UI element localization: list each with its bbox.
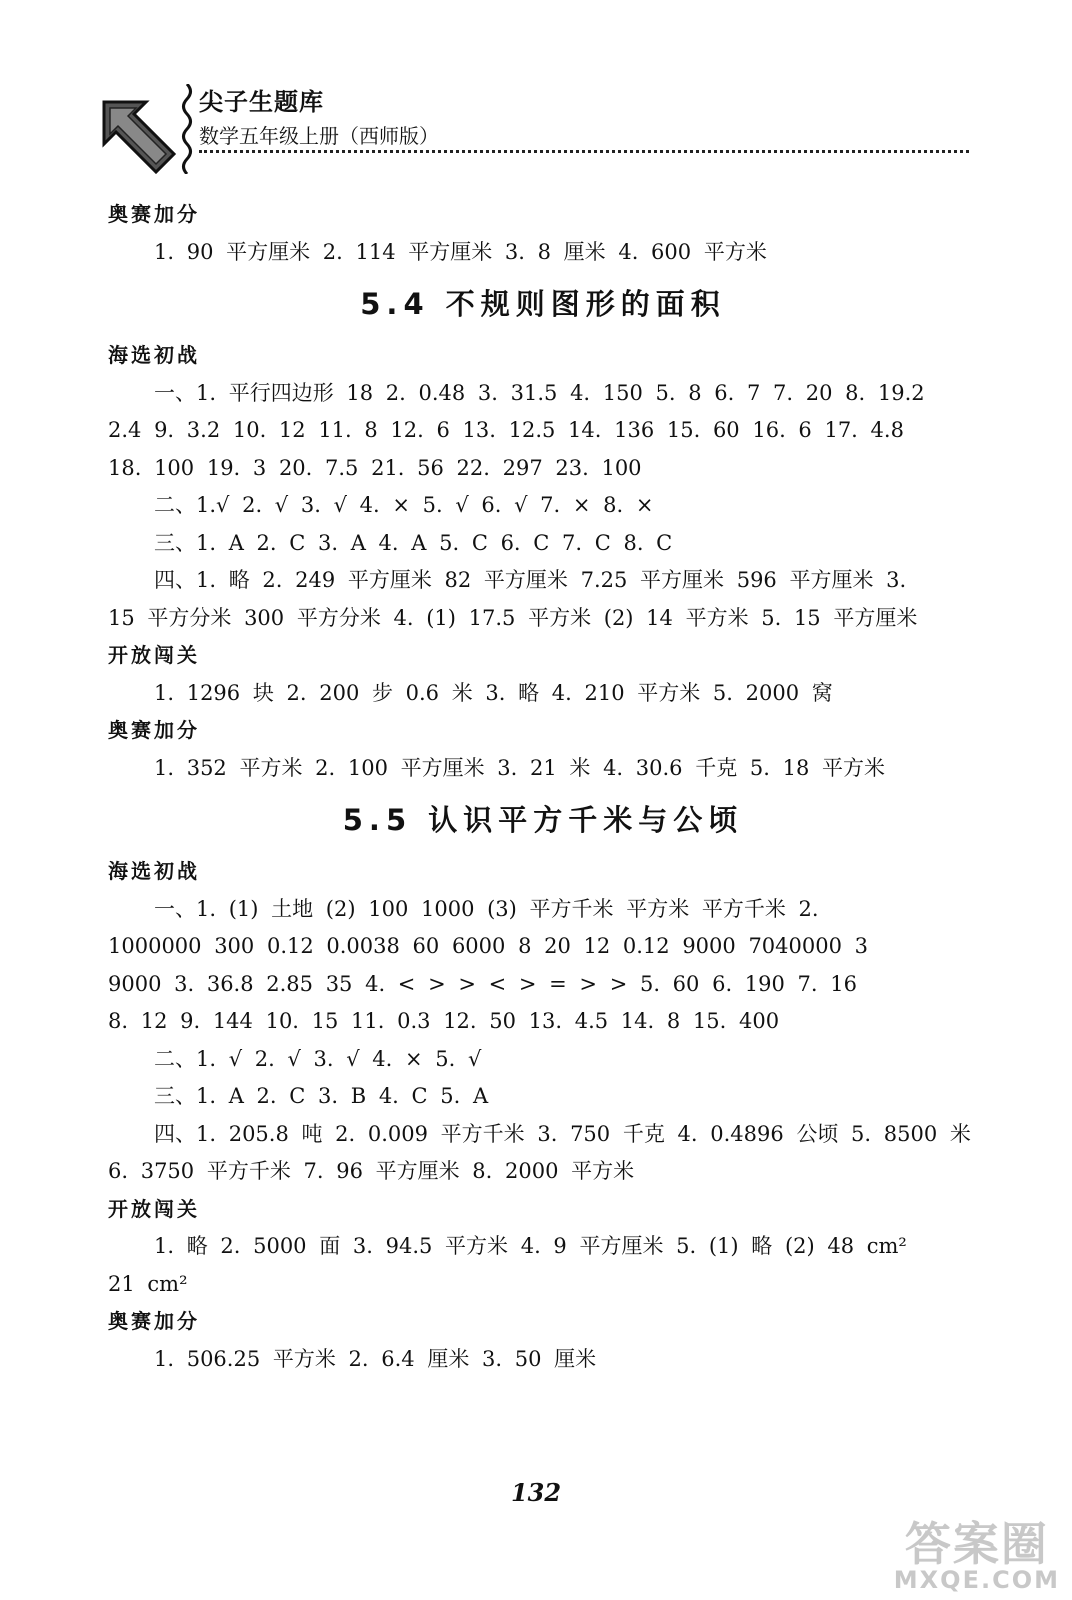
- answer-item: 1. 506.25 平方米 2. 6.4 厘米 3. 50 厘米: [154, 1346, 597, 1371]
- page-number: 132: [510, 1478, 562, 1507]
- section-title: 5.5 认识平方千米与公顷: [342, 803, 744, 837]
- answer-content: [108, 196, 978, 1378]
- answer-continuation: 6. 3750 平方千米 7. 96 平方厘米 8. 2000 平方米: [108, 1159, 635, 1183]
- answer-item: 二、1. √ 2. √ 3. √ 4. × 5. √: [154, 1046, 482, 1071]
- page-header: [100, 78, 980, 188]
- answer-continuation: 9000 3. 36.8 2.85 35 4. < > > < > = > > 5. 60 6. 190 7. 16: [108, 971, 857, 996]
- answer-item: 一、1. (1) 土地 (2) 100 1000 (3) 平方千米 平方米 平方千米 2.: [154, 896, 819, 921]
- answer-item: 一、1. 平行四边形 18 2. 0.48 3. 31.5 4. 150 5. 8 6. 7 7. 20 8. 19.2: [154, 380, 925, 405]
- answer-item: 1. 90 平方厘米 2. 114 平方厘米 3. 8 厘米 4. 600 平方米: [154, 239, 767, 264]
- answer-item: 三、1. A 2. C 3. A 4. A 5. C 6. C 7. C 8. C: [154, 530, 673, 555]
- answer-continuation: 2.4 9. 3.2 10. 12 11. 8 12. 6 13. 12.5 14. 136 15. 60 16. 6 17. 4.8: [108, 418, 904, 442]
- brand-subtitle: 数学五年级上册（西师版）: [199, 124, 439, 148]
- section-title: 5.4 不规则图形的面积: [360, 287, 726, 321]
- answer-continuation: 1000000 300 0.12 0.0038 60 6000 8 20 12 0.12 9000 7040000 3: [108, 934, 869, 958]
- answer-item: 四、1. 205.8 吨 2. 0.009 平方千米 3. 750 千克 4. 0.4896 公顷 5. 8500 米: [154, 1121, 971, 1146]
- header-dotted-rule: [199, 150, 969, 153]
- watermark-en: MXQE.COM: [893, 1566, 1060, 1594]
- answer-continuation: 18. 100 19. 3 20. 7.5 21. 56 22. 297 23. 100: [108, 455, 642, 480]
- subsection-heading: 开放闯关: [108, 643, 200, 667]
- subsection-heading: 海选初战: [108, 343, 200, 367]
- answer-item: 1. 1296 块 2. 200 步 0.6 米 3. 略 4. 210 平方米 5. 2000 窝: [154, 680, 833, 705]
- subsection-heading: 奥赛加分: [108, 718, 200, 742]
- answer-item: 三、1. A 2. C 3. B 4. C 5. A: [154, 1084, 489, 1108]
- answer-item: 四、1. 略 2. 249 平方厘米 82 平方厘米 7.25 平方厘米 596 平方厘米 3.: [154, 568, 907, 592]
- answer-item: 1. 略 2. 5000 面 3. 94.5 平方米 4. 9 平方厘米 5. (1) 略 (2) 48 cm²: [154, 1234, 907, 1258]
- subsection-heading: 奥赛加分: [108, 1309, 200, 1333]
- answer-continuation: 21 cm²: [108, 1271, 188, 1296]
- answer-continuation: 8. 12 9. 144 10. 15 11. 0.3 12. 50 13. 4.5 14. 8 15. 400: [108, 1009, 780, 1033]
- answer-continuation: 15 平方分米 300 平方分米 4. (1) 17.5 平方米 (2) 14 平方米 5. 15 平方厘米: [108, 605, 918, 630]
- subsection-heading: 开放闯关: [108, 1196, 200, 1221]
- wavy-divider-icon: [180, 84, 194, 174]
- answer-item: 1. 352 平方米 2. 100 平方厘米 3. 21 米 4. 30.6 千克 5. 18 平方米: [154, 755, 885, 780]
- watermark-logo: [894, 1508, 1060, 1594]
- subsection-heading: 海选初战: [108, 859, 200, 883]
- brand-title: 尖子生题库: [199, 88, 324, 116]
- watermark-cn: 答案圈: [904, 1517, 1049, 1571]
- subsection-heading: 奥赛加分: [108, 202, 200, 226]
- arrow-logo-icon: [100, 98, 178, 176]
- answer-item: 二、1.√ 2. √ 3. √ 4. × 5. √ 6. √ 7. × 8. ×: [154, 493, 654, 517]
